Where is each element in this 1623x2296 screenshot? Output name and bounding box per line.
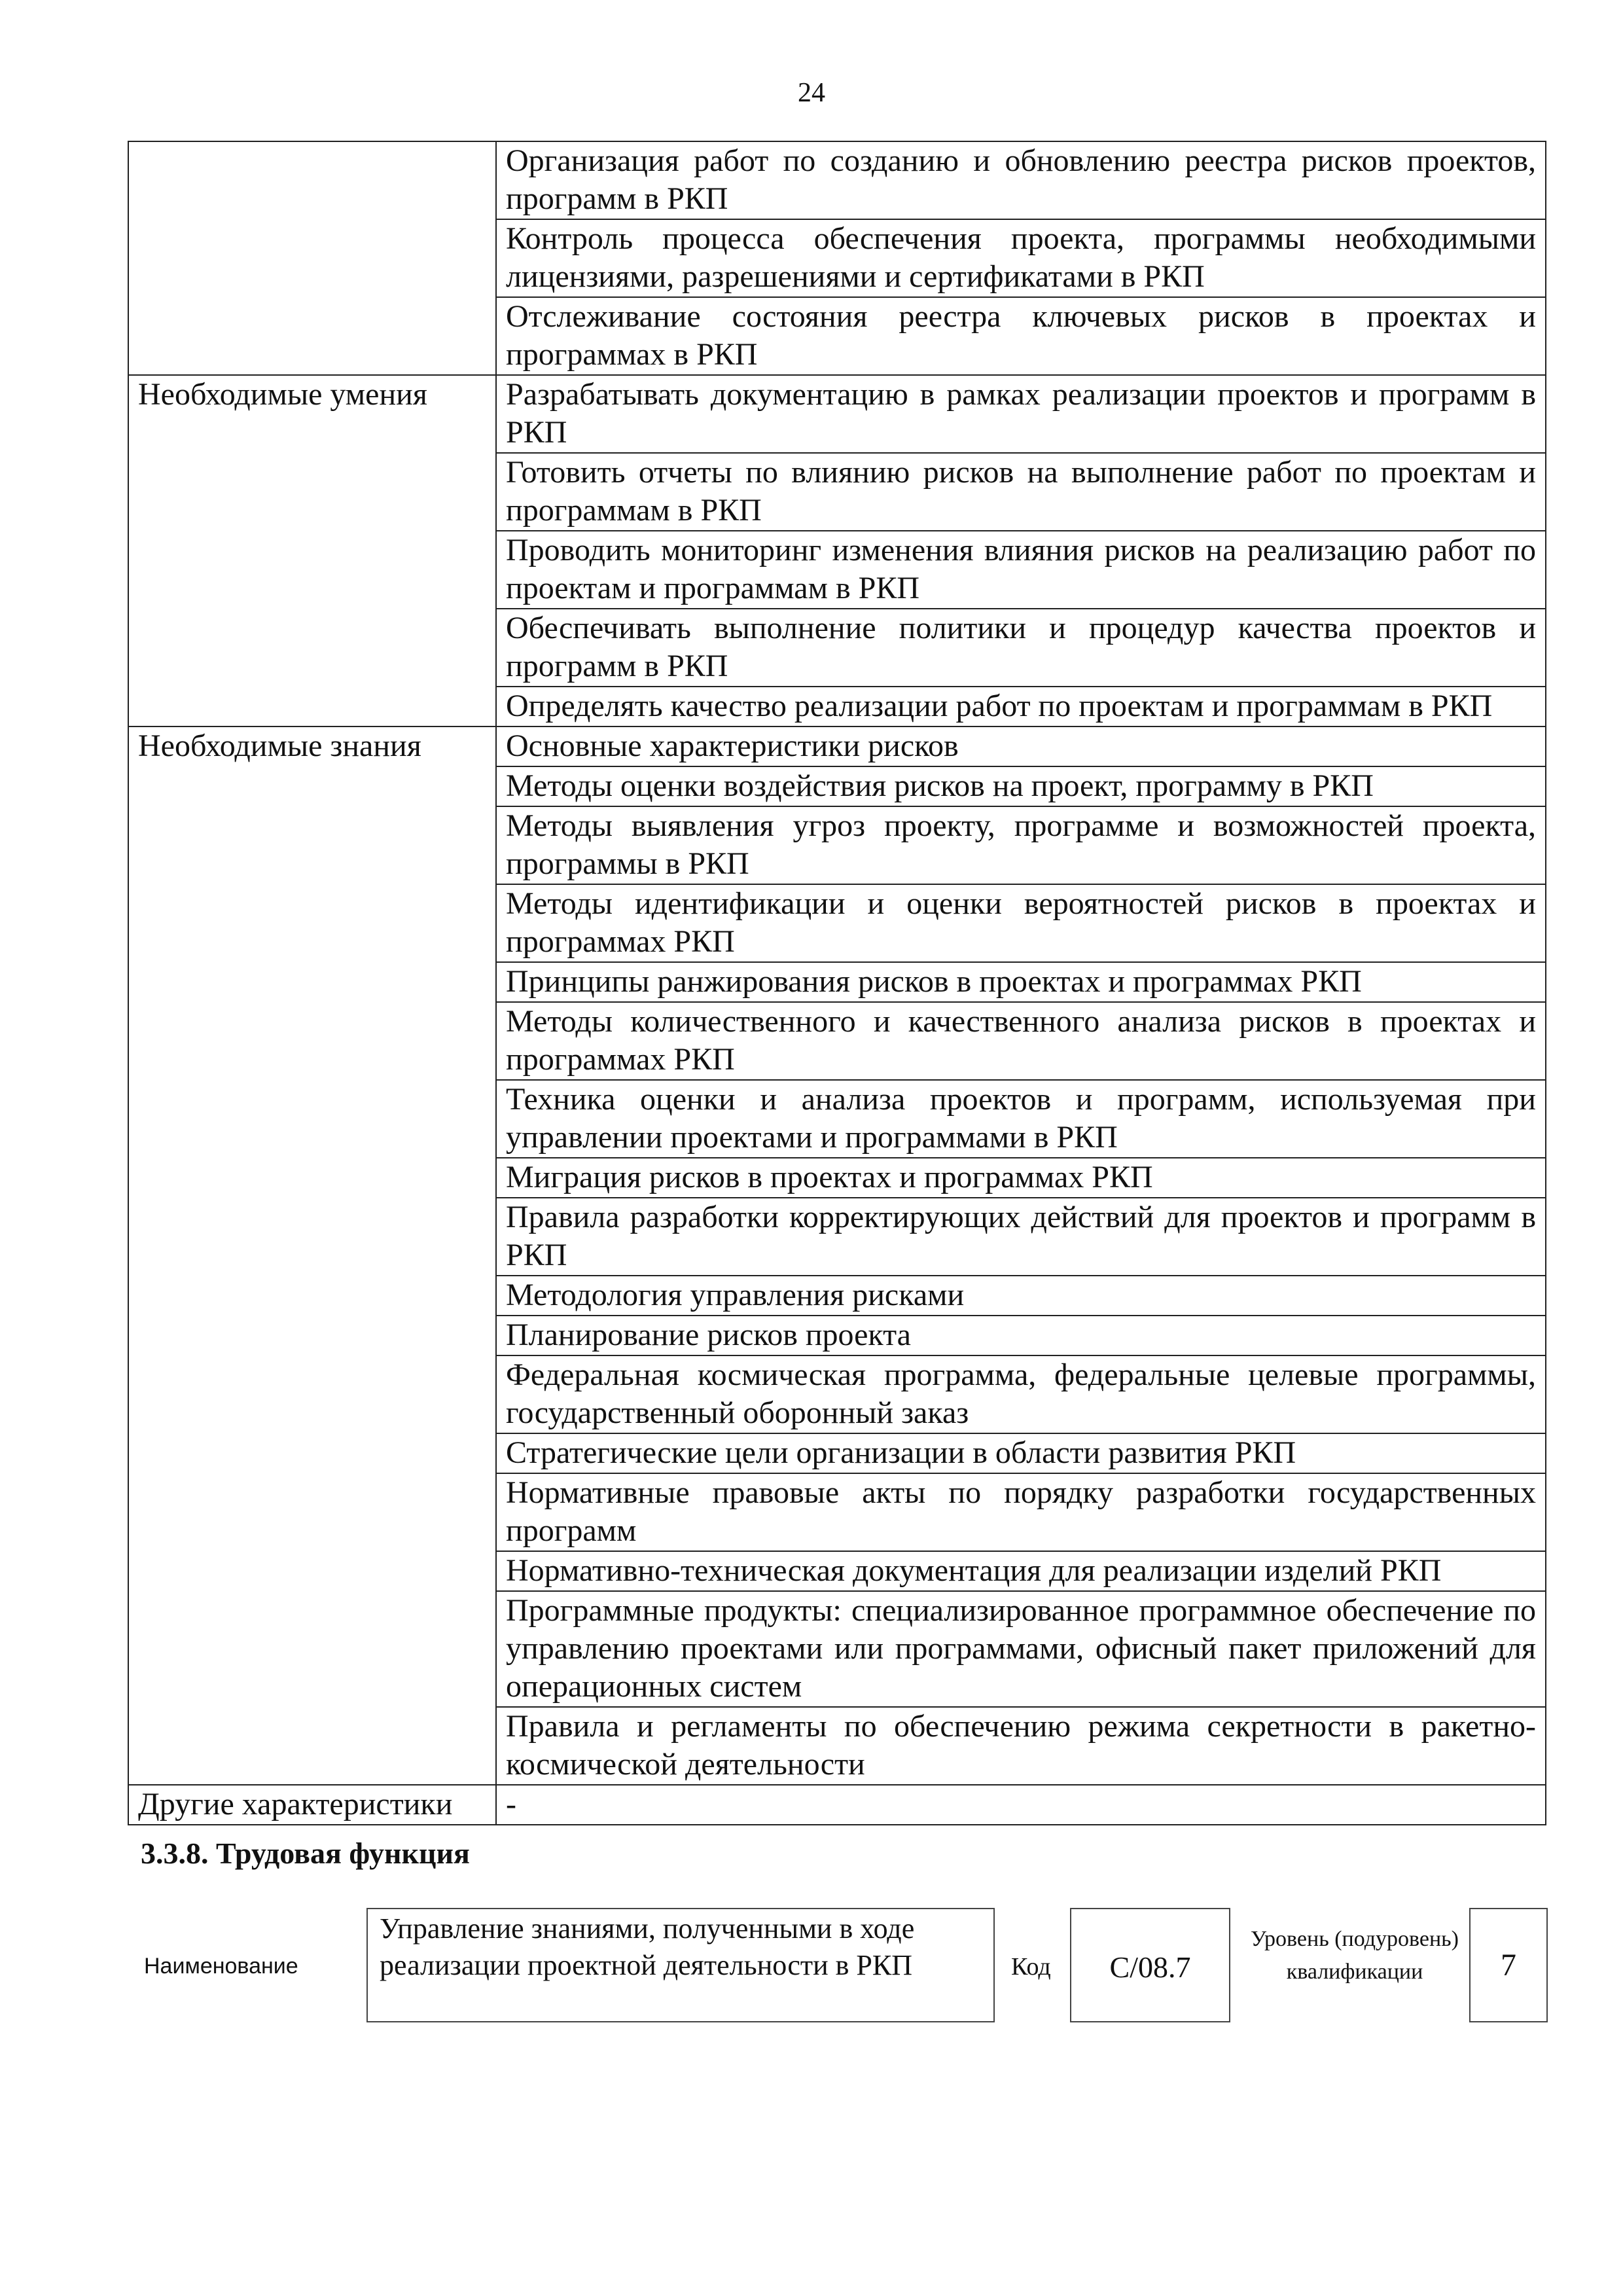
table-row xyxy=(128,726,1546,766)
competency-table-body xyxy=(128,141,1546,1825)
row-group-label xyxy=(128,141,496,375)
row-item-text: Правила и регламенты по обеспечению режима секретности в ракетно-космической деятельности xyxy=(496,1707,1546,1785)
row-item-text: Методы количественного и качественного анализа рисков в проектах и программах РКП xyxy=(496,1002,1546,1080)
row-item-text: - xyxy=(496,1785,1546,1825)
level-label: Уровень (подуровень) квалификации xyxy=(1250,1927,1459,1984)
row-item-text: Разрабатывать документацию в рамках реализации проектов и программ в РКП xyxy=(496,375,1546,453)
row-item-text: Нормативно-техническая документация для реализации изделий РКП xyxy=(496,1551,1546,1591)
row-group-label: Необходимые умения xyxy=(128,375,496,726)
competency-table xyxy=(128,141,1546,1825)
row-item-text: Методы оценки воздействия рисков на проект, программу в РКП xyxy=(496,766,1546,806)
row-group-label: Необходимые знания xyxy=(128,726,496,1785)
row-item-text: Методы идентификации и оценки вероятностей рисков в проектах и программах РКП xyxy=(496,884,1546,962)
code-value-box: C/08.7 xyxy=(1070,1908,1230,2022)
name-label: Наименование xyxy=(144,1954,298,1979)
table-row xyxy=(128,375,1546,453)
row-item-text: Методы выявления угроз проекту, программе и возможностей проекта, программы в РКП xyxy=(496,806,1546,884)
row-item-text: Нормативные правовые акты по порядку разработки государственных программ xyxy=(496,1473,1546,1551)
name-value-box: Управление знаниями, полученными в ходе реализации проектной деятельности в РКП xyxy=(366,1908,995,2022)
row-item-text: Контроль процесса обеспечения проекта, программы необходимыми лицензиями, разрешениями и сертификатами в РКП xyxy=(496,219,1546,297)
row-item-text: Готовить отчеты по влиянию рисков на выполнение работ по проектам и программам в РКП xyxy=(496,453,1546,531)
code-label: Код xyxy=(1011,1953,1051,1981)
row-item-text: Программные продукты: специализированное программное обеспечение по управлению проектами или программами, офисный пакет приложений для операционных систем xyxy=(496,1591,1546,1707)
row-item-text: Стратегические цели организации в области развития РКП xyxy=(496,1433,1546,1473)
table-row xyxy=(128,1785,1546,1825)
row-item-text: Планирование рисков проекта xyxy=(496,1316,1546,1355)
row-item-text: Организация работ по созданию и обновлению реестра рисков проектов, программ в РКП xyxy=(496,141,1546,219)
row-group-label: Другие характеристики xyxy=(128,1785,496,1825)
row-item-text: Правила разработки корректирующих действий для проектов и программ в РКП xyxy=(496,1198,1546,1276)
row-item-text: Федеральная космическая программа, федеральные целевые программы, государственный оборонный заказ xyxy=(496,1355,1546,1433)
row-item-text: Определять качество реализации работ по проектам и программам в РКП xyxy=(496,687,1546,726)
row-item-text: Принципы ранжирования рисков в проектах и программах РКП xyxy=(496,962,1546,1002)
section-heading: 3.3.8. Трудовая функция xyxy=(141,1837,470,1870)
row-item-text: Обеспечивать выполнение политики и процедур качества проектов и программ в РКП xyxy=(496,609,1546,687)
level-value-box: 7 xyxy=(1469,1908,1548,2022)
page-number: 24 xyxy=(798,78,825,108)
row-item-text: Методология управления рисками xyxy=(496,1276,1546,1316)
row-item-text: Проводить мониторинг изменения влияния рисков на реализацию работ по проектам и программам в РКП xyxy=(496,531,1546,609)
table-row xyxy=(128,141,1546,219)
row-item-text: Основные характеристики рисков xyxy=(496,726,1546,766)
row-item-text: Техника оценки и анализа проектов и программ, используемая при управлении проектами и программами в РКП xyxy=(496,1080,1546,1158)
row-item-text: Отслеживание состояния реестра ключевых рисков в проектах и программах в РКП xyxy=(496,297,1546,375)
row-item-text: Миграция рисков в проектах и программах РКП xyxy=(496,1158,1546,1198)
